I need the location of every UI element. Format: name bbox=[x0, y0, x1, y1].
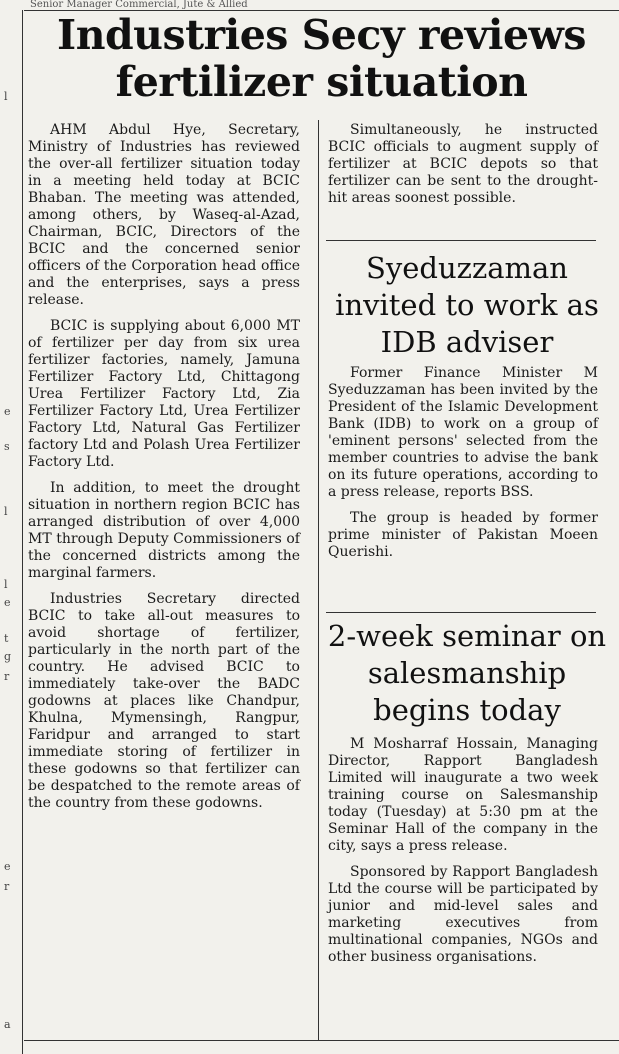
body-paragraph: Industries Secretary directed BCIC to take all-out measures to avoid shortage of fertilizer, particularly in the north part of the country. He advised BCIC to immediately take-over the BADC godowns at places like Chandpur, Khulna, Mymensingh, Rangpur, Faridpur and arranged to start immediate storing of fertilizer in these godowns so that fertilizer can be despatched to the remote areas of the country from these godowns. bbox=[28, 591, 300, 811]
article-divider bbox=[326, 240, 596, 241]
previous-article-text: Senior Manager Commercial, Jute & Allied bbox=[30, 0, 248, 10]
edge-char: l bbox=[4, 505, 8, 518]
body-paragraph: AHM Abdul Hye, Secretary, Ministry of Industries has reviewed the over-all fertilizer situation today in a meeting held today at BCIC Bhaban. The meeting was attended, among others, by Waseq-al-Azad, Chairman, BCIC, Directors of the BCIC and the concerned senior officers of the Corporation head office and the enterprises, says a press release. bbox=[28, 122, 300, 308]
edge-char: t bbox=[4, 632, 9, 645]
body-paragraph: M Mosharraf Hossain, Managing Director, Rapport Bangladesh Limited will inaugurate a two week training course on Salesmanship today (Tuesday) at 5:30 pm at the Seminar Hall of the company in the city, says a press release. bbox=[328, 736, 598, 854]
article-divider bbox=[326, 612, 596, 613]
left-column-rule bbox=[22, 10, 23, 1054]
body-paragraph: Sponsored by Rapport Bangladesh Ltd the course will be participated by junior and mid-level sales and marketing executives from multinational companies, NGOs and other business organisations. bbox=[328, 864, 598, 965]
edge-char: e bbox=[4, 596, 11, 609]
edge-char: l bbox=[4, 90, 8, 103]
edge-char: g bbox=[4, 650, 12, 663]
article-3-headline: 2-week seminar on salesmanship begins today bbox=[327, 619, 607, 727]
main-article-body bbox=[28, 122, 300, 821]
article-2-body bbox=[328, 365, 598, 570]
article-3-body bbox=[328, 736, 598, 975]
body-paragraph: BCIC is supplying about 6,000 MT of fertilizer per day from six urea fertilizer factories, namely, Jamuna Fertilizer Factory Ltd, Chittagong Urea Fertilizer Factory Ltd, Zia Fertilizer Factory Ltd, Urea Fertilizer Factory Ltd, Natural Gas Fertilizer factory Ltd and Polash Urea Fertilizer Factory Ltd. bbox=[28, 318, 300, 470]
main-article-continuation bbox=[328, 122, 598, 216]
body-paragraph: In addition, to meet the drought situation in northern region BCIC has arranged distribution of over 4,000 MT through Deputy Commissioners of the concerned districts among the marginal farmers. bbox=[28, 480, 300, 581]
article-2-headline: Syeduzzaman invited to work as IDB adviser bbox=[335, 251, 599, 359]
body-paragraph: Former Finance Minister M Syeduzzaman has been invited by the President of the Islamic Development Bank (IDB) to work on a group of 'eminent persons' selected from the member countries to advise the bank on its future operations, according to a press release, reports BSS. bbox=[328, 365, 598, 500]
adjacent-column-fragments bbox=[0, 0, 20, 1054]
edge-char: s bbox=[4, 440, 10, 453]
bottom-rule bbox=[24, 1040, 619, 1041]
body-paragraph: The group is headed by former prime minister of Pakistan Moeen Querishi. bbox=[328, 510, 598, 560]
edge-char: r bbox=[4, 880, 10, 893]
edge-char: r bbox=[4, 670, 10, 683]
edge-char: e bbox=[4, 860, 11, 873]
body-paragraph: Simultaneously, he instructed BCIC officials to augment supply of fertilizer at BCIC depots so that fertilizer can be sent to the drought-hit areas soonest possible. bbox=[328, 122, 598, 206]
column-gutter-rule bbox=[318, 120, 319, 1040]
main-headline: Industries Secy reviews fertilizer situation bbox=[57, 11, 586, 106]
edge-char: l bbox=[4, 578, 8, 591]
edge-char: e bbox=[4, 405, 11, 418]
edge-char: a bbox=[4, 1018, 11, 1031]
